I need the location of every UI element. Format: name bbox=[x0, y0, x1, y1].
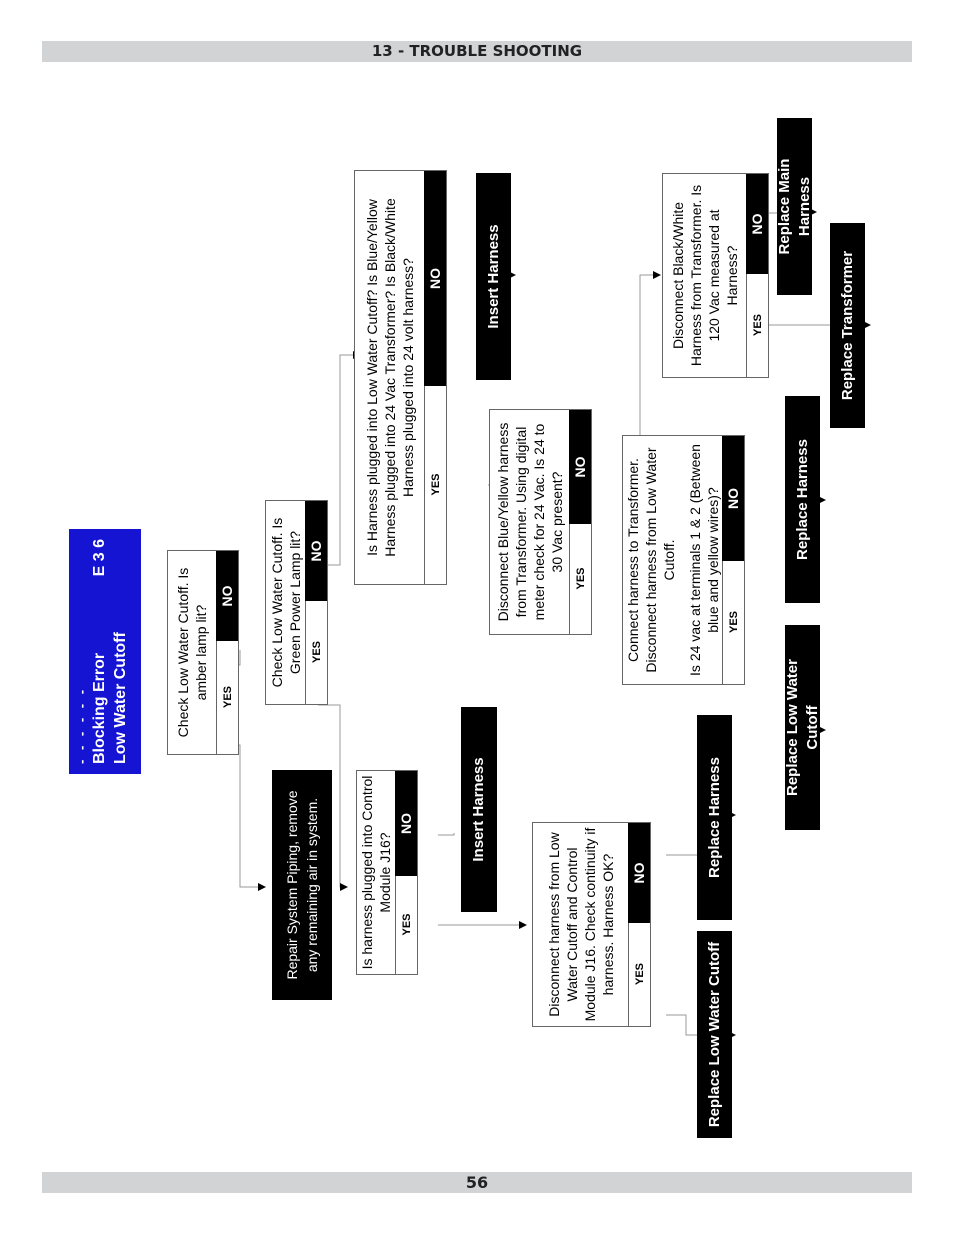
action-text: Replace Low Water Cutoff bbox=[783, 659, 821, 796]
action-text: Replace Harness bbox=[793, 439, 811, 560]
yes-label: YES bbox=[746, 272, 768, 377]
yes-label: YES bbox=[305, 599, 327, 704]
question-harness-continuity bbox=[532, 822, 651, 1027]
yes-label: YES bbox=[424, 384, 446, 584]
yes-label: YES bbox=[216, 639, 238, 754]
no-label: NO bbox=[395, 771, 417, 876]
no-label: NO bbox=[305, 501, 327, 601]
page-footer bbox=[42, 1172, 912, 1193]
question-text: Disconnect harness from Low Water Cutoff and Control Module J16. Check continuity if harness. Harness OK? bbox=[545, 827, 616, 1022]
question-text: Is harness plugged into Control Module J16? bbox=[359, 775, 393, 970]
yes-label: YES bbox=[722, 559, 744, 684]
action-text: Replace Main Harness bbox=[775, 158, 813, 255]
question-text-part-2: Is 24 vac at terminals 1 & 2 (Between blue and yellow wires)? bbox=[686, 444, 721, 676]
error-code-header bbox=[69, 529, 141, 774]
action-text: Repair System Piping, remove any remaining air in system. bbox=[284, 790, 320, 980]
link-q3-no bbox=[438, 833, 454, 835]
flowchart bbox=[40, 85, 900, 1175]
question-green-power-lamp bbox=[265, 500, 328, 705]
action-replace-low-water-cutoff-2 bbox=[785, 625, 820, 830]
no-label: NO bbox=[628, 823, 650, 923]
question-amber-lamp bbox=[167, 550, 239, 755]
question-text: Check Low Water Cutoff. Is amber lamp lit? bbox=[175, 567, 209, 738]
question-text: Disconnect Blue/Yellow harness from Transformer. Using digital meter check for 24 Vac. Is 24 to 30 Vac present? bbox=[494, 422, 565, 622]
yes-label: YES bbox=[569, 522, 591, 634]
action-text: Replace Transformer bbox=[838, 250, 856, 401]
action-replace-transformer bbox=[830, 223, 865, 428]
question-24vac-terminals bbox=[622, 435, 745, 685]
question-text: Check Low Water Cutoff. Is Green Power Lamp lit? bbox=[268, 517, 303, 688]
question-120vac-harness bbox=[662, 173, 769, 378]
no-label: NO bbox=[722, 436, 744, 561]
action-repair-system-piping bbox=[272, 770, 332, 1000]
action-insert-harness-2 bbox=[476, 173, 511, 380]
question-text-part-1: Connect harness to Transformer. Disconnect harness from Low Water Cutoff. bbox=[624, 447, 677, 673]
action-text: Replace Low Water Cutoff bbox=[705, 941, 723, 1128]
section-title: 13 - TROUBLE SHOOTING bbox=[371, 42, 583, 60]
action-text: Insert Harness bbox=[470, 757, 487, 862]
question-text bbox=[623, 436, 722, 684]
question-text: Is Harness plugged into Low Water Cutoff? Is Blue/Yellow Harness plugged into 24 Vac Transformer? Is Black/White Harness plugged into 24 volt harness? bbox=[363, 198, 416, 557]
no-label: NO bbox=[424, 171, 446, 386]
start-subtitle: Low Water Cutoff bbox=[112, 632, 129, 764]
link-q6-no bbox=[632, 275, 660, 455]
action-replace-main-harness bbox=[777, 118, 812, 295]
question-harness-j16 bbox=[356, 770, 418, 975]
start-dashes: - - - - - - bbox=[74, 686, 89, 764]
page-number: 56 bbox=[465, 1173, 489, 1192]
action-replace-harness-2 bbox=[785, 396, 820, 603]
action-text: Replace Harness bbox=[705, 757, 723, 878]
question-24vac-transformer bbox=[489, 409, 592, 635]
action-insert-harness-1 bbox=[461, 707, 497, 912]
no-label: NO bbox=[569, 410, 591, 524]
link-q1-yes bbox=[218, 745, 265, 887]
no-label: NO bbox=[216, 551, 238, 641]
yes-label: YES bbox=[395, 874, 417, 974]
action-replace-low-water-cutoff-1 bbox=[697, 931, 732, 1138]
yes-label: YES bbox=[628, 921, 650, 1026]
no-label: NO bbox=[746, 174, 768, 274]
section-header bbox=[42, 41, 912, 62]
error-code: E 3 6 bbox=[91, 539, 108, 577]
question-harness-connections bbox=[354, 170, 447, 585]
question-text: Disconnect Black/White Harness from Transformer. Is 120 Vac measured at Harness? bbox=[669, 184, 740, 367]
action-text: Insert Harness bbox=[484, 224, 502, 329]
action-replace-harness-1 bbox=[697, 715, 732, 920]
start-title: Blocking Error bbox=[91, 652, 108, 764]
